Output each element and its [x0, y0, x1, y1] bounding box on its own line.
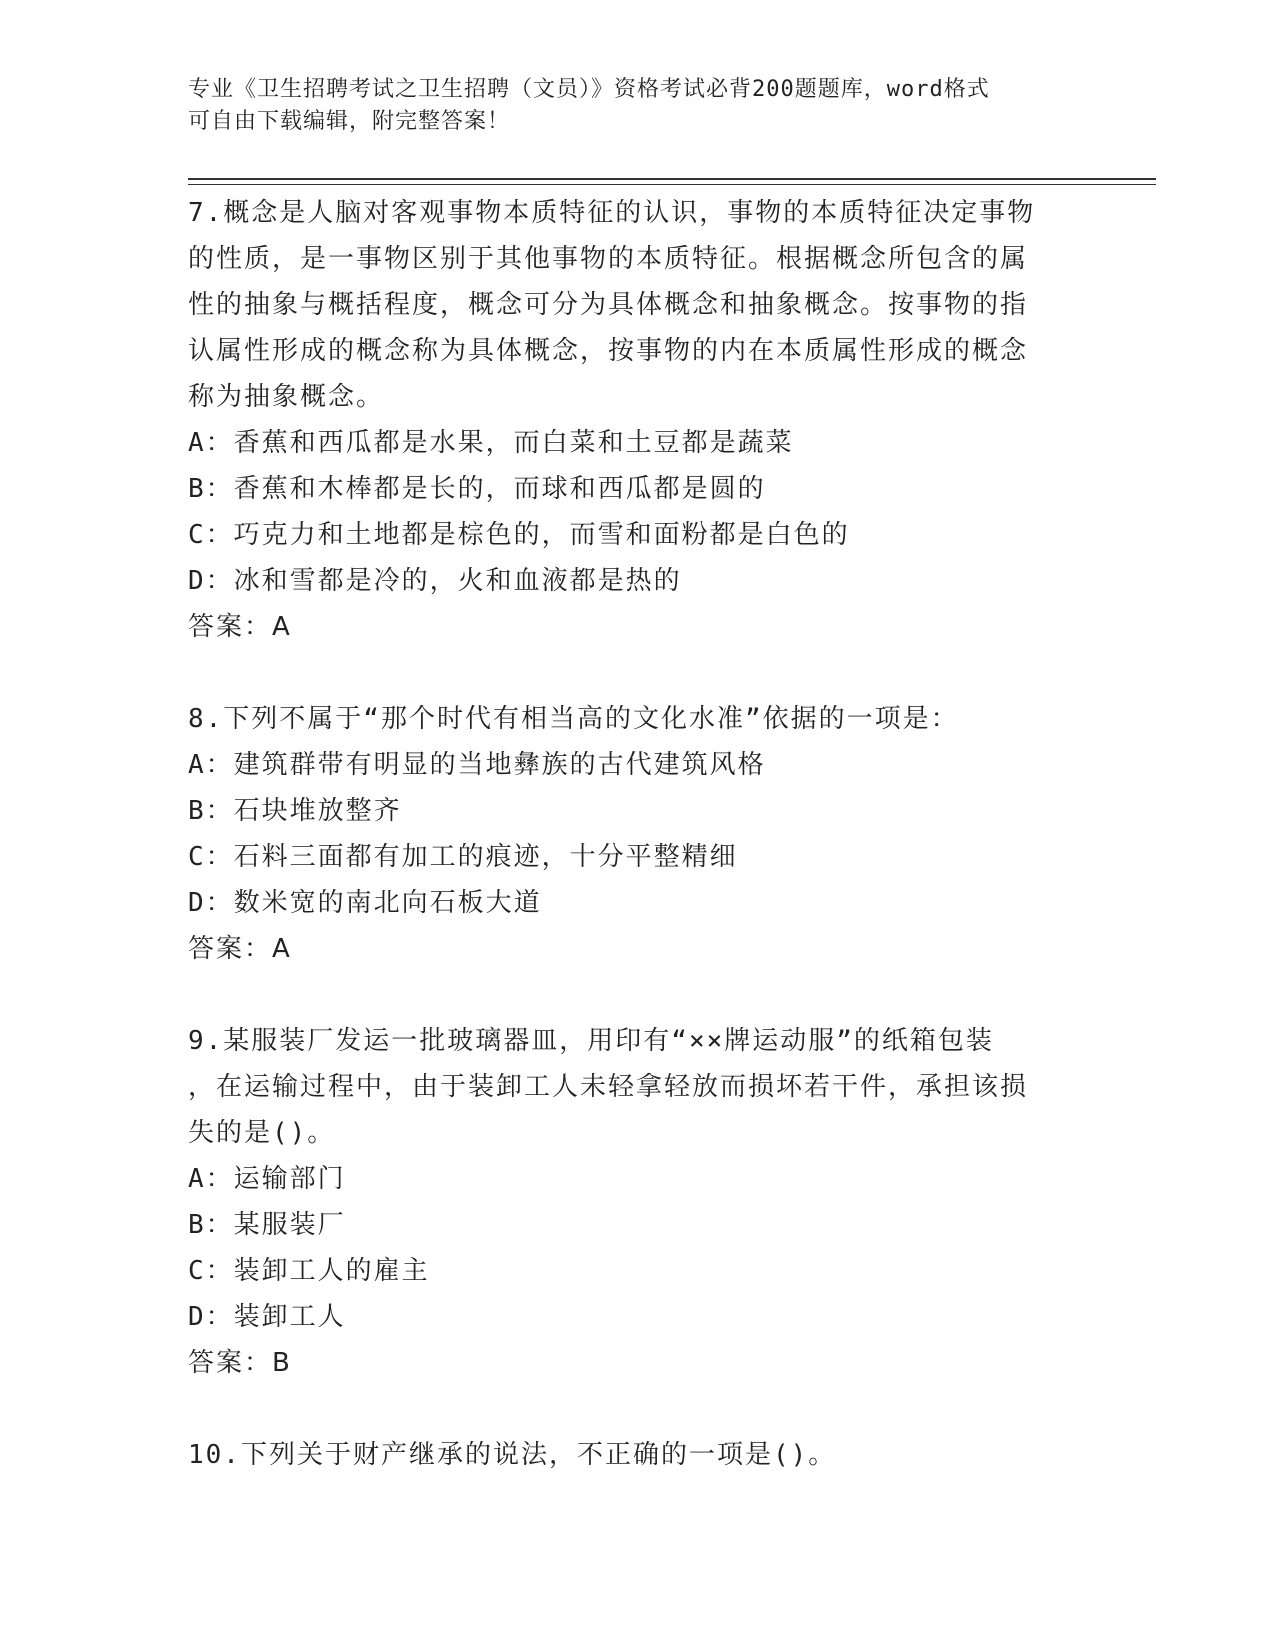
- option-a: A：香蕉和西瓜都是水果，而白菜和土豆都是蔬菜: [188, 428, 794, 458]
- answer-label: 答案：B: [188, 1348, 292, 1378]
- question-spacer: [188, 650, 1078, 696]
- question-stem-line: 性的抽象与概括程度，概念可分为具体概念和抽象概念。按事物的指: [188, 290, 1029, 320]
- answer-label: 答案：A: [188, 612, 292, 642]
- option-c: C：石料三面都有加工的痕迹，十分平整精细: [188, 842, 738, 872]
- option-c: C：装卸工人的雇主: [188, 1256, 430, 1286]
- header-title-line-1: 专业《卫生招聘考试之卫生招聘（文员）》资格考试必背200题题库，word格式: [188, 77, 990, 102]
- question-10: [188, 1432, 1078, 1478]
- question-stem-line: 8.下列不属于“那个时代有相当高的文化水准”依据的一项是：: [188, 704, 959, 734]
- question-stem-line: ，在运输过程中，由于装卸工人未轻拿轻放而损坏若干件，承担该损: [188, 1072, 1029, 1102]
- question-stem-line: 称为抽象概念。: [188, 382, 385, 412]
- option-b: B：某服装厂: [188, 1210, 346, 1240]
- header-divider-thick: [188, 178, 1156, 180]
- question-8: [188, 696, 1078, 972]
- question-stem-line: 10.下列关于财产继承的说法，不正确的一项是()。: [188, 1440, 837, 1470]
- option-a: A：建筑群带有明显的当地彝族的古代建筑风格: [188, 750, 766, 780]
- header-divider-thin: [188, 184, 1156, 185]
- question-stem-line: 的性质，是一事物区别于其他事物的本质特征。根据概念所包含的属: [188, 244, 1029, 274]
- option-d: D：冰和雪都是冷的，火和血液都是热的: [188, 566, 682, 596]
- question-stem-line: 失的是()。: [188, 1118, 336, 1148]
- option-d: D：装卸工人: [188, 1302, 346, 1332]
- document-header: [188, 74, 1068, 138]
- answer-label: 答案：A: [188, 934, 292, 964]
- question-7: [188, 190, 1078, 650]
- question-list: [188, 190, 1078, 1478]
- question-stem-line: 7.概念是人脑对客观事物本质特征的认识，事物的本质特征决定事物: [188, 198, 1036, 228]
- question-stem-line: 9.某服装厂发运一批玻璃器皿，用印有“××牌运动服”的纸箱包装: [188, 1026, 994, 1056]
- option-c: C：巧克力和土地都是棕色的，而雪和面粉都是白色的: [188, 520, 850, 550]
- option-a: A：运输部门: [188, 1164, 346, 1194]
- header-title-line-2: 可自由下载编辑，附完整答案！: [188, 109, 511, 134]
- option-b: B：香蕉和木棒都是长的，而球和西瓜都是圆的: [188, 474, 766, 504]
- question-spacer: [188, 1386, 1078, 1432]
- question-9: [188, 1018, 1078, 1386]
- option-d: D：数米宽的南北向石板大道: [188, 888, 542, 918]
- option-b: B：石块堆放整齐: [188, 796, 402, 826]
- question-spacer: [188, 972, 1078, 1018]
- question-stem-line: 认属性形成的概念称为具体概念，按事物的内在本质属性形成的概念: [188, 336, 1029, 366]
